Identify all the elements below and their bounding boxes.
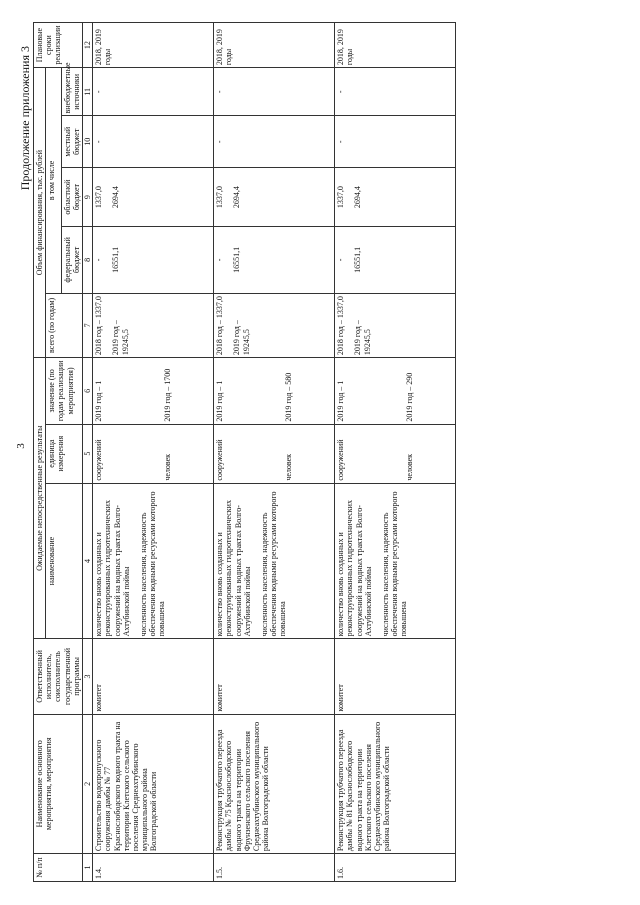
header-executor: Ответственный исполнитель, соисполнитель государственной программы — [34, 639, 83, 714]
row-regional — [214, 168, 335, 227]
column-numbers-row — [82, 23, 92, 882]
total-2018: 2018 год – 1337,0 — [336, 296, 346, 356]
row-units — [93, 424, 214, 483]
table-header — [34, 23, 93, 882]
row-executor: комитет — [335, 639, 456, 714]
row-name: Строительство водопропускного сооружения дамбы № 77 Краснослободского водного тракта на территории Клетского сельского поселения Среднеахтубинского муниципального района Волгоградской области — [93, 714, 214, 854]
row-name: Реконструкция трубчатого переезда дамбы № 75 Краснослободского водного тракта на территории Фрунзенского сельского поселения Среднеахтубинского муниципального района Волгоградской области — [214, 714, 335, 854]
column-number: 10 — [82, 116, 92, 168]
federal-2018: - — [215, 258, 225, 262]
row-total — [93, 293, 214, 357]
row-federal — [214, 227, 335, 294]
unit-people: человек — [405, 453, 415, 481]
row-executor: комитет — [93, 639, 214, 714]
header-unit: единица измерения — [46, 424, 83, 483]
result-population-text: численность населения, надежность обеспечения водными ресурсами которого повышена — [138, 491, 167, 637]
result-population-text: численность населения, надежность обеспечения водными ресурсами которого повышена — [380, 491, 409, 637]
row-term: 2018, 2019 годы — [335, 23, 456, 68]
row-extrabudget: - — [335, 68, 456, 116]
row-num: 1.6. — [335, 854, 456, 882]
row-term: 2018, 2019 годы — [93, 23, 214, 68]
regional-2018: 1337,0 — [215, 186, 225, 209]
total-2019: 2019 год – 19245,5 — [232, 320, 251, 356]
header-federal: федеральный бюджет — [61, 227, 82, 294]
header-extrabudget: внебюджетные источники — [61, 68, 82, 116]
result-population-text: численность населения, надежность обеспечения водными ресурсами которого повышена — [259, 491, 288, 637]
row-values — [93, 358, 214, 425]
column-number: 6 — [82, 358, 92, 425]
continuation-heading: Продолжение приложения 3 — [18, 46, 32, 191]
row-results — [214, 483, 335, 639]
row-results — [93, 483, 214, 639]
regional-2019: 2694,4 — [232, 186, 242, 209]
column-number: 7 — [82, 293, 92, 357]
header-results-group: Ожидаемые непосредственные результаты — [34, 358, 46, 639]
header-term: Плановые сроки реализации — [34, 23, 83, 68]
unit-people: человек — [163, 453, 173, 481]
value-people: 2019 год – 290 — [405, 372, 415, 422]
value-people: 2019 год – 580 — [284, 372, 294, 422]
regional-2019: 2694,4 — [111, 186, 121, 209]
row-units — [214, 424, 335, 483]
column-number: 4 — [82, 483, 92, 639]
row-federal — [335, 227, 456, 294]
column-number: 5 — [82, 424, 92, 483]
row-values — [335, 358, 456, 425]
rotated-page — [0, 18, 600, 888]
row-values — [214, 358, 335, 425]
unit-structures: сооружений — [215, 439, 225, 481]
regional-2019: 2694,4 — [353, 186, 363, 209]
row-regional — [93, 168, 214, 227]
column-number: 9 — [82, 168, 92, 227]
row-federal — [93, 227, 214, 294]
header-finance-group: Объем финансирования, тыс. рублей — [34, 68, 46, 358]
federal-2018: - — [336, 258, 346, 262]
header-num: № п/п — [34, 854, 83, 882]
row-num: 1.4. — [93, 854, 214, 882]
row-extrabudget: - — [93, 68, 214, 116]
column-number: 12 — [82, 23, 92, 68]
row-regional — [335, 168, 456, 227]
column-number: 11 — [82, 68, 92, 116]
value-people: 2019 год – 1700 — [163, 368, 173, 422]
header-name: Наименование основного мероприятия, мероприятия — [34, 714, 83, 854]
result-count-text: количество вновь созданных и реконструированных гидротехнических сооружений на водных трактах Волго-Ахтубинской поймы — [94, 500, 131, 637]
program-table — [33, 22, 456, 882]
unit-structures: сооружений — [94, 439, 104, 481]
federal-2018: - — [94, 258, 104, 262]
total-2018: 2018 год – 1337,0 — [215, 296, 225, 356]
column-number: 8 — [82, 227, 92, 294]
row-local: - — [214, 116, 335, 168]
table-row — [335, 23, 456, 882]
row-local: - — [335, 116, 456, 168]
unit-structures: сооружений — [336, 439, 346, 481]
row-term: 2018, 2019 годы — [214, 23, 335, 68]
column-number: 2 — [82, 714, 92, 854]
row-local: - — [93, 116, 214, 168]
federal-2019: 16551,1 — [232, 246, 242, 273]
total-2019: 2019 год – 19245,5 — [353, 320, 372, 356]
row-executor: комитет — [214, 639, 335, 714]
result-count-text: количество вновь созданных и реконструированных гидротехнических сооружений на водных трактах Волго-Ахтубинской поймы — [336, 500, 373, 637]
row-total — [335, 293, 456, 357]
row-total — [214, 293, 335, 357]
column-number: 1 — [82, 854, 92, 882]
value-structures: 2019 год – 1 — [94, 380, 104, 422]
table-row — [214, 23, 335, 882]
value-structures: 2019 год – 1 — [336, 380, 346, 422]
header-local: местный бюджет — [61, 116, 82, 168]
table-row — [93, 23, 214, 882]
federal-2019: 16551,1 — [111, 246, 121, 273]
result-count-text: количество вновь созданных и реконструированных гидротехнических сооружений на водных трактах Волго-Ахтубинской поймы — [215, 500, 252, 637]
header-total: всего (по годам) — [46, 293, 83, 357]
row-results — [335, 483, 456, 639]
value-structures: 2019 год – 1 — [215, 380, 225, 422]
total-2019: 2019 год – 19245,5 — [111, 320, 130, 356]
regional-2018: 1337,0 — [336, 186, 346, 209]
total-2018: 2018 год – 1337,0 — [94, 296, 104, 356]
row-extrabudget: - — [214, 68, 335, 116]
column-number: 3 — [82, 639, 92, 714]
header-regional: областной бюджет — [61, 168, 82, 227]
header-result-name: наименование — [46, 483, 83, 639]
header-value: значение (по годам реализации мероприятия) — [46, 358, 83, 425]
header-including: в том числе — [46, 68, 61, 293]
row-num: 1.5. — [214, 854, 335, 882]
federal-2019: 16551,1 — [353, 246, 363, 273]
row-units — [335, 424, 456, 483]
row-name: Реконструкция трубчатого переезда дамбы № 81 Краснослободского водного тракта на территории Клетского сельского поселения Среднеахтубинского муниципального района Волгоградской области — [335, 714, 456, 854]
unit-people: человек — [284, 453, 294, 481]
regional-2018: 1337,0 — [94, 186, 104, 209]
page-number: 3 — [14, 443, 27, 449]
